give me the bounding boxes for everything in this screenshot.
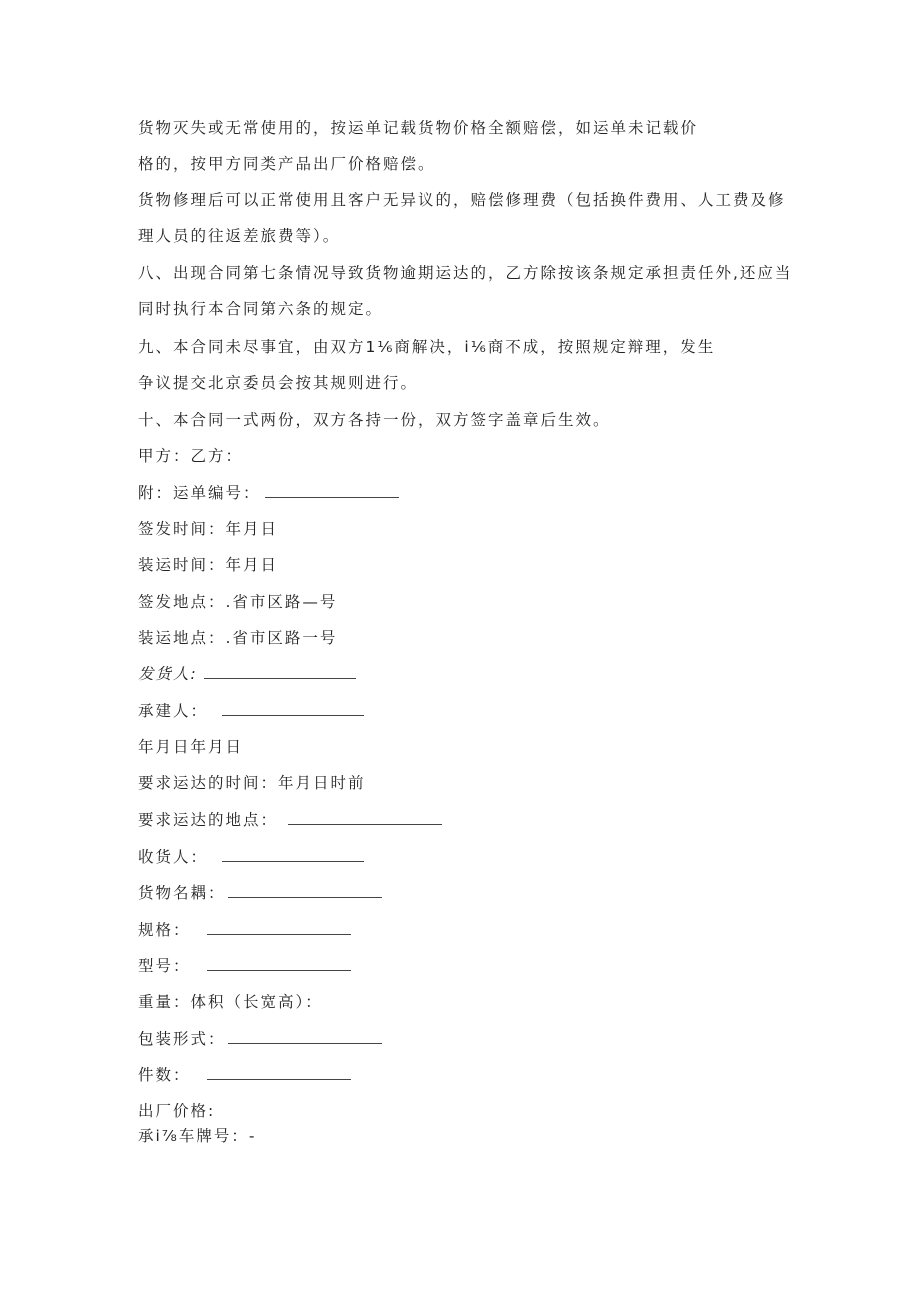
pieces-blank [207,1065,351,1080]
field-packaging [138,1029,382,1049]
field-shipper-label: 发货人: [138,665,198,683]
field-carrier-label: 承建人： [138,702,209,720]
clause-line-1: 货物灭失或无常使用的，按运单记载货物价格全额赔偿，如运单未记载价 [138,119,699,137]
field-shipper [138,664,356,684]
field-waybill-no [138,483,399,503]
field-carrier [138,701,364,721]
field-consignee-label: 收货人： [138,848,209,866]
specification-blank [207,920,351,935]
clause-8-line-2: 同时执行本合同第六条的规定。 [138,300,384,318]
clause-line-3: 货物修理后可以正常使用且客户无异议的，赔偿修理费（包括换件费用、人工费及修 [138,191,786,209]
model-blank [207,956,351,971]
field-packaging-label: 包装形式： [138,1030,226,1048]
field-vehicle-plate: 承i⅞车牌号：- [138,1127,257,1145]
field-factory-price: 出厂价格: [138,1102,216,1120]
field-consignee [138,847,364,867]
field-waybill-no-label: 附：运单编号： [138,484,261,502]
goods-name-blank [228,883,382,898]
arrival-place-blank [288,810,442,825]
field-issue-time: 签发时间：年月日 [138,520,279,538]
shipper-blank [204,664,356,679]
field-loading-place: 装运地点：.省市区路一号 [138,629,338,647]
field-required-arrival-place-label: 要求运达的地点： [138,811,279,829]
field-pieces-label: 件数： [138,1066,191,1084]
field-issue-place: 签发地点：.省市区路—号 [138,593,338,611]
packaging-blank [228,1029,382,1044]
field-goods-name-label: 货物名耦： [138,884,226,902]
field-dates: 年月日年月日 [138,738,244,756]
clause-line-4: 理人员的往返差旅费等）。 [138,227,341,245]
field-required-arrival-place [138,810,442,830]
field-required-arrival-time: 要求运达的时间：年月日时前 [138,774,366,792]
field-specification-label: 规格： [138,921,191,939]
field-weight-volume: 重量：体积（长宽高）： [138,993,323,1011]
clause-9-line-2: 争议提交北京委员会按其规则进行。 [138,374,419,392]
field-goods-name [138,883,382,903]
field-model [138,956,351,976]
consignee-blank [222,847,364,862]
clause-10: 十、本合同一式两份，双方各持一份，双方签字盖章后生效。 [138,411,611,429]
field-model-label: 型号： [138,957,191,975]
field-pieces [138,1065,351,1085]
field-specification [138,920,351,940]
signature-parties: 甲方：乙方： [138,447,244,465]
carrier-blank [222,701,364,716]
clause-8-line-1: 八、出现合同第七条情况导致货物逾期运达的，乙方除按该条规定承担责任外,还应当 [138,264,793,282]
field-loading-time: 装运时间：年月日 [138,556,279,574]
clause-9-line-1: 九、本合同未尽事宜，由双方1⅙商解决，i⅙商不成，按照规定辩理，发生 [138,338,716,356]
clause-line-2: 格的，按甲方同类产品出厂价格赔偿。 [138,155,436,173]
waybill-no-blank [265,483,399,498]
